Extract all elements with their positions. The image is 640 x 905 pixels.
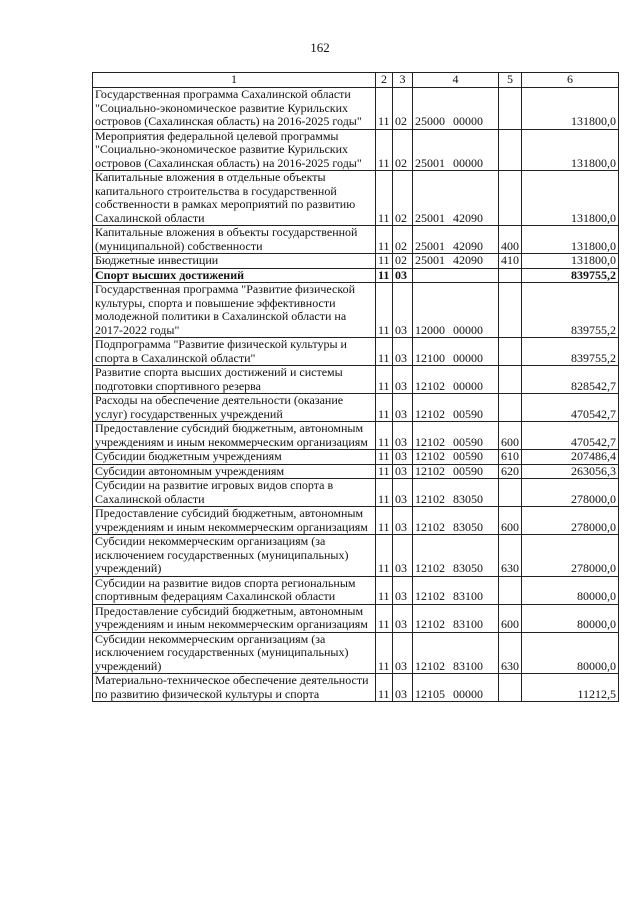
subsection-code: 03: [393, 338, 413, 366]
table-row: [93, 604, 619, 632]
target-article-program: 12102: [415, 449, 445, 463]
section-code: 11: [376, 464, 393, 479]
target-article-direction: 00000: [453, 322, 483, 337]
target-article-direction: 42090: [453, 238, 483, 253]
target-article-program: 12102: [415, 434, 445, 449]
subsection-code: 03: [393, 632, 413, 674]
target-article-code: [413, 338, 499, 366]
subsection-code: 03: [393, 479, 413, 507]
target-article-program: 25001: [415, 238, 445, 253]
amount: 80000,0: [522, 604, 619, 632]
table-row: [93, 338, 619, 366]
expense-type-code: 620: [499, 464, 522, 479]
section-code: 11: [376, 576, 393, 604]
target-article-direction: 00590: [453, 434, 483, 449]
expense-type-code: [499, 88, 522, 130]
target-article-direction: 00000: [453, 350, 483, 365]
amount: 131800,0: [522, 171, 619, 226]
amount: 80000,0: [522, 576, 619, 604]
target-article-program: 12105: [415, 686, 445, 701]
column-header: 4: [413, 73, 499, 88]
section-code: 11: [376, 632, 393, 674]
target-article-direction: 00590: [453, 406, 483, 421]
expense-type-code: [499, 366, 522, 394]
expense-type-code: 630: [499, 535, 522, 577]
column-header: 6: [522, 73, 619, 88]
target-article-direction: 00000: [453, 686, 483, 701]
section-code: 11: [376, 422, 393, 450]
table-row: [93, 632, 619, 674]
expense-type-code: [499, 268, 522, 283]
target-article-code: [413, 129, 499, 171]
section-code: 11: [376, 479, 393, 507]
table-row: [93, 422, 619, 450]
amount: 839755,2: [522, 268, 619, 283]
expense-type-code: 610: [499, 450, 522, 465]
subsection-code: 02: [393, 254, 413, 269]
subsection-code: 02: [393, 226, 413, 254]
subsection-code: 03: [393, 604, 413, 632]
section-code: 11: [376, 268, 393, 283]
target-article-direction: 00000: [453, 155, 483, 170]
amount: 278000,0: [522, 479, 619, 507]
target-article-direction: 83050: [453, 561, 483, 575]
section-code: 11: [376, 674, 393, 702]
subsection-code: 03: [393, 507, 413, 535]
table-row: [93, 576, 619, 604]
expense-type-code: 630: [499, 632, 522, 674]
subsection-code: 03: [393, 268, 413, 283]
target-article-direction: 42090: [453, 253, 483, 267]
section-code: 11: [376, 283, 393, 338]
target-article-code: [413, 254, 499, 269]
expense-name: Субсидии некоммерческим организациям (за исключением государственных (муниципальных) учреждений): [93, 535, 376, 577]
target-article-program: 12102: [415, 561, 445, 575]
target-article-code: [413, 507, 499, 535]
target-article-direction: 83050: [453, 491, 483, 506]
amount: 278000,0: [522, 507, 619, 535]
section-code: 11: [376, 604, 393, 632]
target-article-code: [413, 479, 499, 507]
target-article-program: 12102: [415, 378, 445, 393]
target-article-code: [413, 632, 499, 674]
target-article-program: 12102: [415, 589, 445, 603]
target-article-direction: 00000: [453, 114, 483, 128]
target-article-code: [413, 88, 499, 130]
expense-type-code: [499, 576, 522, 604]
expense-name: Бюджетные инвестиции: [93, 254, 376, 269]
target-article-direction: 42090: [453, 210, 483, 225]
amount: 207486,4: [522, 450, 619, 465]
table-row: [93, 254, 619, 269]
expense-name: Государственная программа "Развитие физической культуры, спорта и повышение эффективности молодежной политики в Сахалинской области на 2017-2022 годы": [93, 283, 376, 338]
expense-type-code: 400: [499, 226, 522, 254]
target-article-code: [413, 226, 499, 254]
target-article-code: [413, 268, 499, 283]
subsection-code: 03: [393, 450, 413, 465]
target-article-program: 25001: [415, 210, 445, 225]
expense-type-code: 410: [499, 254, 522, 269]
target-article-program: 12102: [415, 464, 445, 478]
expense-name: Предоставление субсидий бюджетным, автономным учреждениям и иным некоммерческим организациям: [93, 507, 376, 535]
table-row: [93, 479, 619, 507]
expense-name: Развитие спорта высших достижений и системы подготовки спортивного резерва: [93, 366, 376, 394]
expense-name: Предоставление субсидий бюджетным, автономным учреждениям и иным некоммерческим организациям: [93, 422, 376, 450]
expense-name: Предоставление субсидий бюджетным, автономным учреждениям и иным некоммерческим организациям: [93, 604, 376, 632]
table-row: [93, 535, 619, 577]
subsection-code: 03: [393, 283, 413, 338]
amount: 263056,3: [522, 464, 619, 479]
expense-name: Капитальные вложения в отдельные объекты капитального строительства в государственной собственности в рамках мероприятий по развитию Сахалинской области: [93, 171, 376, 226]
target-article-code: [413, 283, 499, 338]
expense-name: Мероприятия федеральной целевой программы "Социально-экономическое развитие Курильских островов (Сахалинская область) на 2016-2025 годы": [93, 129, 376, 171]
amount: 839755,2: [522, 283, 619, 338]
budget-table: [92, 72, 619, 702]
section-code: 11: [376, 535, 393, 577]
section-code: 11: [376, 88, 393, 130]
target-article-program: 12000: [415, 322, 445, 337]
target-article-program: 12102: [415, 519, 445, 534]
subsection-code: 03: [393, 576, 413, 604]
subsection-code: 03: [393, 464, 413, 479]
target-article-direction: 83100: [453, 589, 483, 603]
subsection-code: 03: [393, 366, 413, 394]
target-article-code: [413, 422, 499, 450]
expense-name: Государственная программа Сахалинской области "Социально-экономическое развитие Курильских островов (Сахалинская область) на 2016-2025 годы": [93, 88, 376, 130]
target-article-code: [413, 171, 499, 226]
section-code: 11: [376, 507, 393, 535]
section-code: 11: [376, 338, 393, 366]
expense-name: Расходы на обеспечение деятельности (оказание услуг) государственных учреждений: [93, 394, 376, 422]
section-code: 11: [376, 171, 393, 226]
column-header: 2: [376, 73, 393, 88]
expense-type-code: 600: [499, 422, 522, 450]
expense-type-code: [499, 479, 522, 507]
target-article-program: 12102: [415, 658, 445, 673]
target-article-code: [413, 535, 499, 577]
table-row: [93, 464, 619, 479]
amount: 470542,7: [522, 394, 619, 422]
column-header: 3: [393, 73, 413, 88]
subsection-code: 03: [393, 674, 413, 702]
column-header: 5: [499, 73, 522, 88]
expense-type-code: 600: [499, 507, 522, 535]
target-article-direction: 00590: [453, 464, 483, 478]
expense-name: Субсидии на развитие видов спорта региональным спортивным федерациям Сахалинской области: [93, 576, 376, 604]
section-code: 11: [376, 366, 393, 394]
table-row: [93, 450, 619, 465]
table-row: [93, 129, 619, 171]
expense-name: Капитальные вложения в объекты государственной (муниципальной) собственности: [93, 226, 376, 254]
expense-type-code: [499, 129, 522, 171]
table-header-row: [93, 73, 619, 88]
amount: 11212,5: [522, 674, 619, 702]
target-article-code: [413, 576, 499, 604]
section-code: 11: [376, 226, 393, 254]
subsection-code: 03: [393, 394, 413, 422]
target-article-program: 25000: [415, 114, 445, 128]
table-row: [93, 394, 619, 422]
target-article-code: [413, 674, 499, 702]
amount: 839755,2: [522, 338, 619, 366]
subsection-code: 03: [393, 422, 413, 450]
expense-name: Подпрограмма "Развитие физической культуры и спорта в Сахалинской области": [93, 338, 376, 366]
target-article-direction: 83050: [453, 519, 483, 534]
section-code: 11: [376, 394, 393, 422]
target-article-direction: 83100: [453, 617, 483, 631]
expense-type-code: [499, 283, 522, 338]
section-code: 11: [376, 450, 393, 465]
target-article-program: 12102: [415, 406, 445, 421]
table-row: [93, 88, 619, 130]
target-article-code: [413, 450, 499, 465]
subsection-code: 03: [393, 535, 413, 577]
target-article-code: [413, 464, 499, 479]
target-article-program: 25001: [415, 155, 445, 170]
table-row: [93, 283, 619, 338]
target-article-direction: 00590: [453, 449, 483, 463]
section-code: 11: [376, 254, 393, 269]
expense-name: Субсидии автономным учреждениям: [93, 464, 376, 479]
expense-type-code: 600: [499, 604, 522, 632]
expense-name: Спорт высших достижений: [93, 268, 376, 283]
target-article-code: [413, 604, 499, 632]
table-row: [93, 171, 619, 226]
expense-name: Материально-техническое обеспечение деятельности по развитию физической культуры и спорта: [93, 674, 376, 702]
target-article-program: 12102: [415, 617, 445, 631]
table-row: [93, 226, 619, 254]
amount: 828542,7: [522, 366, 619, 394]
expense-name: Субсидии на развитие игровых видов спорта в Сахалинской области: [93, 479, 376, 507]
expense-name: Субсидии некоммерческим организациям (за исключением государственных (муниципальных) учреждений): [93, 632, 376, 674]
page-number: 162: [310, 40, 330, 55]
target-article-direction: 83100: [453, 658, 483, 673]
amount: 80000,0: [522, 632, 619, 674]
amount: 131800,0: [522, 226, 619, 254]
expense-type-code: [499, 338, 522, 366]
subsection-code: 02: [393, 88, 413, 130]
target-article-program: 12100: [415, 350, 445, 365]
expense-type-code: [499, 674, 522, 702]
amount: 470542,7: [522, 422, 619, 450]
subsection-code: 02: [393, 129, 413, 171]
table-row: [93, 507, 619, 535]
amount: 278000,0: [522, 535, 619, 577]
target-article-direction: 00000: [453, 378, 483, 393]
table-row: [93, 366, 619, 394]
target-article-code: [413, 394, 499, 422]
amount: 131800,0: [522, 254, 619, 269]
target-article-program: 12102: [415, 491, 445, 506]
expense-name: Субсидии бюджетным учреждениям: [93, 450, 376, 465]
expense-type-code: [499, 394, 522, 422]
expense-type-code: [499, 171, 522, 226]
column-header: 1: [93, 73, 376, 88]
target-article-program: 25001: [415, 253, 445, 267]
subsection-code: 02: [393, 171, 413, 226]
table-row: [93, 674, 619, 702]
amount: 131800,0: [522, 129, 619, 171]
amount: 131800,0: [522, 88, 619, 130]
table-row: [93, 268, 619, 283]
section-code: 11: [376, 129, 393, 171]
target-article-code: [413, 366, 499, 394]
